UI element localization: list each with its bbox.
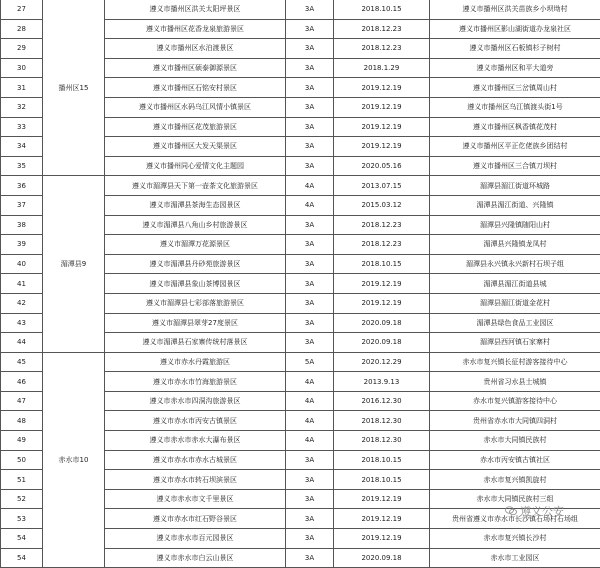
rating-date: 2020.05.16	[334, 156, 430, 176]
scenic-address: 湄潭县西河镇石家寨村	[430, 333, 600, 353]
district-cell: 播州区15	[43, 0, 105, 176]
scenic-level: 3A	[286, 137, 334, 157]
scenic-name: 遵义市播州区大发天渠景区	[105, 137, 286, 157]
scenic-address: 赤水市大同镇民族村	[430, 431, 600, 451]
scenic-level: 3A	[286, 235, 334, 255]
row-number: 31	[1, 78, 43, 98]
rating-date: 2018.12.23	[334, 235, 430, 255]
table-row	[1, 176, 600, 196]
scenic-address: 遵义市播州区和平大道旁	[430, 58, 600, 78]
scenic-address: 赤水市复兴镇长征村游客接待中心	[430, 352, 600, 372]
scenic-name: 遵义市播州区洪关太阳坪景区	[105, 0, 286, 19]
scenic-level: 4A	[286, 391, 334, 411]
table-body	[1, 0, 600, 568]
scenic-level: 3A	[286, 548, 334, 568]
row-number: 39	[1, 235, 43, 255]
scenic-level: 3A	[286, 333, 334, 353]
scenic-name: 遵义市播州区花茂旅游景区	[105, 117, 286, 137]
row-number: 42	[1, 293, 43, 313]
scenic-address: 湄潭县湄江街道、兴隆镇	[430, 195, 600, 215]
row-number: 54	[1, 529, 43, 549]
scenic-address: 湄潭县兴隆镇随阳山村	[430, 215, 600, 235]
scenic-name: 遵义市赤水市文千里景区	[105, 489, 286, 509]
row-number: 36	[1, 176, 43, 196]
scenic-address: 赤水市复兴镇凯旋村	[430, 470, 600, 490]
row-number: 41	[1, 274, 43, 294]
scenic-address: 遵义市播州区乌江镇渡头街1号	[430, 97, 600, 117]
scenic-level: 4A	[286, 176, 334, 196]
scenic-name: 遵义市播州区石铭安村景区	[105, 78, 286, 98]
rating-date: 2015.03.12	[334, 195, 430, 215]
scenic-level: 3A	[286, 0, 334, 19]
scenic-level: 3A	[286, 39, 334, 59]
scenic-level: 4A	[286, 372, 334, 392]
row-number: 32	[1, 97, 43, 117]
rating-date: 2019.12.19	[334, 489, 430, 509]
scenic-address: 遵义市播州区影山湖街道办龙泉社区	[430, 19, 600, 39]
rating-date: 2019.12.19	[334, 117, 430, 137]
row-number: 35	[1, 156, 43, 176]
scenic-name: 遵义市湄潭县八角山乡村旅游景区	[105, 215, 286, 235]
table-row	[1, 0, 600, 19]
wechat-icon	[505, 506, 517, 516]
rating-date: 2019.12.19	[334, 97, 430, 117]
rating-date: 2018.12.23	[334, 19, 430, 39]
scenic-name: 遵义市播州同心爱情文化主题园	[105, 156, 286, 176]
scenic-name: 遵义市播州区水泊渡景区	[105, 39, 286, 59]
rating-date: 2020.09.18	[334, 333, 430, 353]
rating-date: 2020.09.18	[334, 313, 430, 333]
scenic-level: 5A	[286, 352, 334, 372]
scenic-level: 3A	[286, 117, 334, 137]
rating-date: 2019.12.19	[334, 293, 430, 313]
scenic-address: 赤水市工业园区	[430, 548, 600, 568]
rating-date: 2019.12.19	[334, 529, 430, 549]
scenic-name: 遵义市湄潭县茶海生态园景区	[105, 195, 286, 215]
row-number: 29	[1, 39, 43, 59]
scenic-name: 遵义市湄潭万花源景区	[105, 235, 286, 255]
row-number: 49	[1, 431, 43, 451]
scenic-name: 遵义市赤水市红石野谷景区	[105, 509, 286, 529]
rating-date: 2018.10.15	[334, 254, 430, 274]
rating-date: 2018.12.23	[334, 215, 430, 235]
district-cell: 赤水市10	[43, 352, 105, 568]
row-number: 40	[1, 254, 43, 274]
scenic-address: 赤水市复兴镇游客接待中心	[430, 391, 600, 411]
row-number: 38	[1, 215, 43, 235]
scenic-level: 3A	[286, 489, 334, 509]
scenic-name: 遵义市赤水市丙安古镇景区	[105, 411, 286, 431]
row-number: 45	[1, 352, 43, 372]
scenic-level: 3A	[286, 78, 334, 98]
scenic-address: 湄潭县永兴镇永兴新村石坝子组	[430, 254, 600, 274]
rating-date: 2019.12.19	[334, 78, 430, 98]
row-number: 50	[1, 450, 43, 470]
row-number: 37	[1, 195, 43, 215]
scenic-name: 遵义市赤水市百元园景区	[105, 529, 286, 549]
scenic-level: 4A	[286, 411, 334, 431]
rating-date: 2019.12.19	[334, 509, 430, 529]
row-number: 54	[1, 548, 43, 568]
scenic-address: 湄潭县湄江街道县城	[430, 274, 600, 294]
scenic-address: 遵义市播州区石板镇杉子树村	[430, 39, 600, 59]
scenic-address: 湄潭县湄江街道环城路	[430, 176, 600, 196]
scenic-address: 遵义市播州区平正仡佬族乡团结村	[430, 137, 600, 157]
scenic-address: 贵州省习水县土城镇	[430, 372, 600, 392]
scenic-address: 遵义市播州区枫香镇花茂村	[430, 117, 600, 137]
row-number: 30	[1, 58, 43, 78]
scenic-level: 3A	[286, 274, 334, 294]
scenic-address: 遵义市播州区三合镇刀坝村	[430, 156, 600, 176]
row-number: 47	[1, 391, 43, 411]
row-number: 46	[1, 372, 43, 392]
rating-date: 2020.09.18	[334, 548, 430, 568]
scenic-name: 遵义市湄潭县天下第一壶茶文化旅游景区	[105, 176, 286, 196]
scenic-level: 3A	[286, 529, 334, 549]
scenic-level: 3A	[286, 19, 334, 39]
scenic-address: 湄潭县绿色食品工业园区	[430, 313, 600, 333]
scenic-level: 4A	[286, 195, 334, 215]
scenic-name: 遵义市赤水市转石坝滨景区	[105, 470, 286, 490]
row-number: 43	[1, 313, 43, 333]
rating-date: 2018.10.15	[334, 0, 430, 19]
scenic-address: 赤水市大同镇民族村三组	[430, 489, 600, 509]
scenic-name: 遵义市赤水市四洞沟旅游景区	[105, 391, 286, 411]
scenic-level: 3A	[286, 509, 334, 529]
row-number: 27	[1, 0, 43, 19]
scenic-address: 遵义市播州区三岔镇周山村	[430, 78, 600, 98]
scenic-level: 4A	[286, 431, 334, 451]
scenic-name: 遵义市湄潭县七彩部落旅游景区	[105, 293, 286, 313]
row-number: 52	[1, 489, 43, 509]
rating-date: 2020.12.29	[334, 352, 430, 372]
scenic-name: 遵义市播州区硕泰御源景区	[105, 58, 286, 78]
district-cell: 湄潭县9	[43, 176, 105, 352]
watermark-text: 遵义公安	[520, 505, 564, 518]
row-number: 53	[1, 509, 43, 529]
scenic-name: 遵义市播州区水码乌江风情小镇景区	[105, 97, 286, 117]
scenic-name: 遵义市湄潭县翠芽27度景区	[105, 313, 286, 333]
rating-date: 2018.10.15	[334, 470, 430, 490]
rating-date: 2019.12.19	[334, 137, 430, 157]
scenic-address: 遵义市播州区洪关苗族乡小坝坳村	[430, 0, 600, 19]
scenic-level: 3A	[286, 313, 334, 333]
rating-date: 2018.10.15	[334, 450, 430, 470]
row-number: 28	[1, 19, 43, 39]
scenic-name: 遵义市湄潭县石家寨传统村落景区	[105, 333, 286, 353]
scenic-level: 3A	[286, 215, 334, 235]
scenic-name: 遵义市赤水市赤水古城景区	[105, 450, 286, 470]
scenic-name: 遵义市赤水市竹海旅游景区	[105, 372, 286, 392]
scenic-address: 贵州省赤水市大同镇四洞村	[430, 411, 600, 431]
row-number: 51	[1, 470, 43, 490]
scenic-level: 3A	[286, 97, 334, 117]
rating-date: 2019.12.19	[334, 274, 430, 294]
rating-date: 2013.9.13	[334, 372, 430, 392]
scenic-level: 3A	[286, 293, 334, 313]
row-number: 34	[1, 137, 43, 157]
rating-date: 2018.1.29	[334, 58, 430, 78]
row-number: 48	[1, 411, 43, 431]
table-row	[1, 352, 600, 372]
row-number: 33	[1, 117, 43, 137]
scenic-name: 遵义市赤水市白云山景区	[105, 548, 286, 568]
scenic-name: 遵义市播州区花香龙泉旅游景区	[105, 19, 286, 39]
scenic-address: 赤水市复兴镇长沙村	[430, 529, 600, 549]
scenic-address: 贵州省遵义市赤水市长沙镇石场村石场组	[430, 509, 600, 529]
scenic-name: 遵义市赤水丹霞旅游区	[105, 352, 286, 372]
scenic-address: 湄潭县湄江街道金花村	[430, 293, 600, 313]
rating-date: 2016.12.30	[334, 391, 430, 411]
scenic-level: 3A	[286, 156, 334, 176]
rating-date: 2018.12.30	[334, 431, 430, 451]
rating-date: 2018.12.23	[334, 39, 430, 59]
scenic-name: 遵义市湄潭县丹砂苑旅游景区	[105, 254, 286, 274]
scenic-level: 3A	[286, 450, 334, 470]
scenic-name: 遵义市赤水市赤水大瀑布景区	[105, 431, 286, 451]
rating-date: 2018.12.30	[334, 411, 430, 431]
rating-date: 2013.07.15	[334, 176, 430, 196]
row-number: 44	[1, 333, 43, 353]
scenic-address: 赤水市丙安镇古镇社区	[430, 450, 600, 470]
scenic-name: 遵义市湄潭县象山茶博园景区	[105, 274, 286, 294]
scenic-level: 3A	[286, 58, 334, 78]
scenic-level: 3A	[286, 470, 334, 490]
watermark	[505, 503, 564, 519]
scenic-level: 3A	[286, 254, 334, 274]
scenic-address: 湄潭县兴隆镇龙凤村	[430, 235, 600, 255]
